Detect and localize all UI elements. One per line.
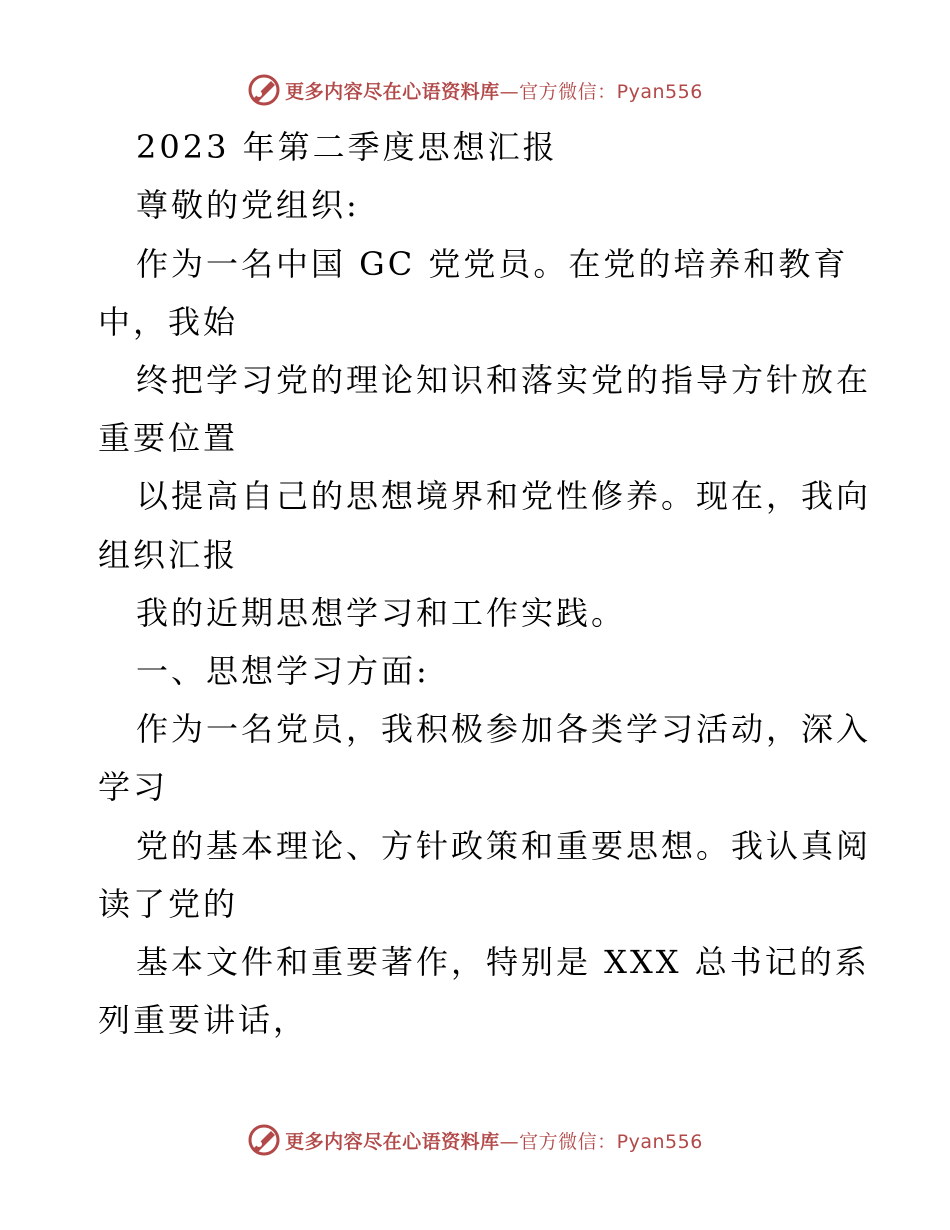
doc-line: 以提高自己的思想境界和党性修养。现在，我向 [136, 477, 872, 515]
doc-line: 中，我始 [98, 303, 239, 341]
banner-dash: — [499, 1130, 520, 1153]
doc-line: 终把学习党的理论知识和落实党的指导方针放在 [136, 361, 872, 399]
banner-wechat-text: 官方微信：Pyan556 [519, 1130, 703, 1153]
doc-salutation: 尊敬的党组织: [136, 186, 360, 224]
doc-line: 学习 [98, 768, 169, 806]
banner-wechat-text: 官方微信：Pyan556 [519, 80, 703, 103]
doc-line: 组织汇报 [98, 536, 239, 574]
doc-line: 基本文件和重要著作，特别是 XXX 总书记的系 [136, 943, 870, 981]
doc-section-heading: 一、思想学习方面: [136, 652, 430, 690]
banner-text [285, 1127, 703, 1154]
doc-line: 重要位置 [98, 419, 239, 457]
doc-line: 列重要讲话， [98, 1001, 309, 1039]
banner-main-text: 更多内容尽在心语资料库 [285, 80, 500, 103]
banner-dash: — [499, 80, 520, 103]
banner-main-text: 更多内容尽在心语资料库 [285, 1130, 500, 1153]
doc-line: 我的近期思想学习和工作实践。 [136, 594, 627, 632]
doc-line: 作为一名党员，我积极参加各类学习活动，深入 [136, 710, 872, 748]
banner-text [285, 77, 703, 104]
doc-title: 2023 年第二季度思想汇报 [136, 128, 558, 166]
header-banner [0, 70, 950, 110]
pen-logo-icon [247, 1123, 281, 1157]
footer-banner [0, 1120, 950, 1160]
doc-line: 作为一名中国 GC 党党员。在党的培养和教育 [136, 245, 849, 283]
pen-logo-icon [247, 73, 281, 107]
doc-line: 党的基本理论、方针政策和重要思想。我认真阅 [136, 827, 872, 865]
doc-line: 读了党的 [98, 885, 239, 923]
